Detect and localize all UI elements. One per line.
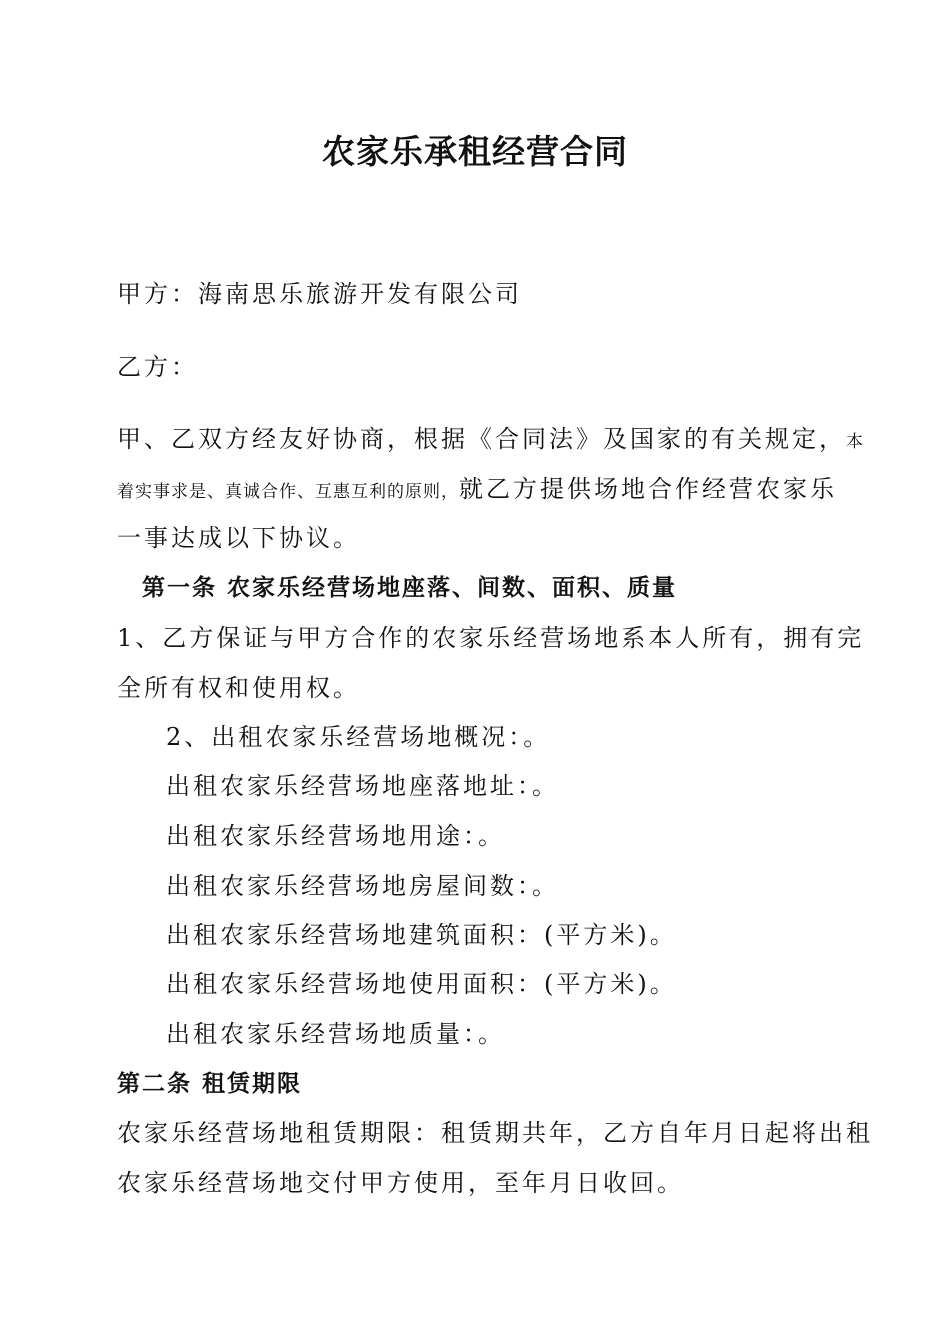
article-2-heading: 第二条 租赁期限 (117, 1071, 303, 1097)
preamble-text: 就乙方提供场地合作经营农家乐 (459, 475, 837, 503)
preamble-line-3: 一事达成以下协议。 (117, 524, 360, 552)
article-1-item-1-line-2: 全所有权和使用权。 (117, 674, 360, 702)
party-a: 甲方：海南思乐旅游开发有限公司 (117, 280, 522, 308)
article-2-line-1: 农家乐经营场地租赁期限：租赁期共年，乙方自年月日起将出租 (117, 1119, 873, 1147)
preamble-small-text: 着实事求是、真诚合作、互惠互利的原则， (117, 482, 459, 502)
article-2-line-2: 农家乐经营场地交付甲方使用，至年月日收回。 (117, 1169, 684, 1197)
site-usage: 出租农家乐经营场地用途：。 (166, 822, 505, 850)
site-building-area: 出租农家乐经营场地建筑面积：(平方米)。 (166, 921, 677, 949)
article-1-item-2: 2、出租农家乐经营场地概况：。 (166, 723, 551, 751)
article-1-heading: 第一条 农家乐经营场地座落、间数、面积、质量 (142, 575, 678, 601)
party-b: 乙方： (117, 353, 198, 381)
site-rooms: 出租农家乐经营场地房屋间数：。 (166, 872, 559, 900)
article-1-item-1-line-1: 1、乙方保证与甲方合作的农家乐经营场地系本人所有，拥有完 (117, 624, 865, 652)
preamble-text: 甲、乙双方经友好协商，根据《合同法》及国家的有关规定， (117, 425, 846, 453)
preamble-line-1 (117, 424, 864, 457)
site-address: 出租农家乐经营场地座落地址：。 (166, 772, 559, 800)
site-quality: 出租农家乐经营场地质量：。 (166, 1020, 505, 1048)
site-usable-area: 出租农家乐经营场地使用面积：(平方米)。 (166, 970, 677, 998)
preamble-small-text: 本 (846, 432, 864, 452)
document-title: 农家乐承租经营合同 (322, 132, 628, 171)
preamble-line-2 (117, 474, 837, 507)
